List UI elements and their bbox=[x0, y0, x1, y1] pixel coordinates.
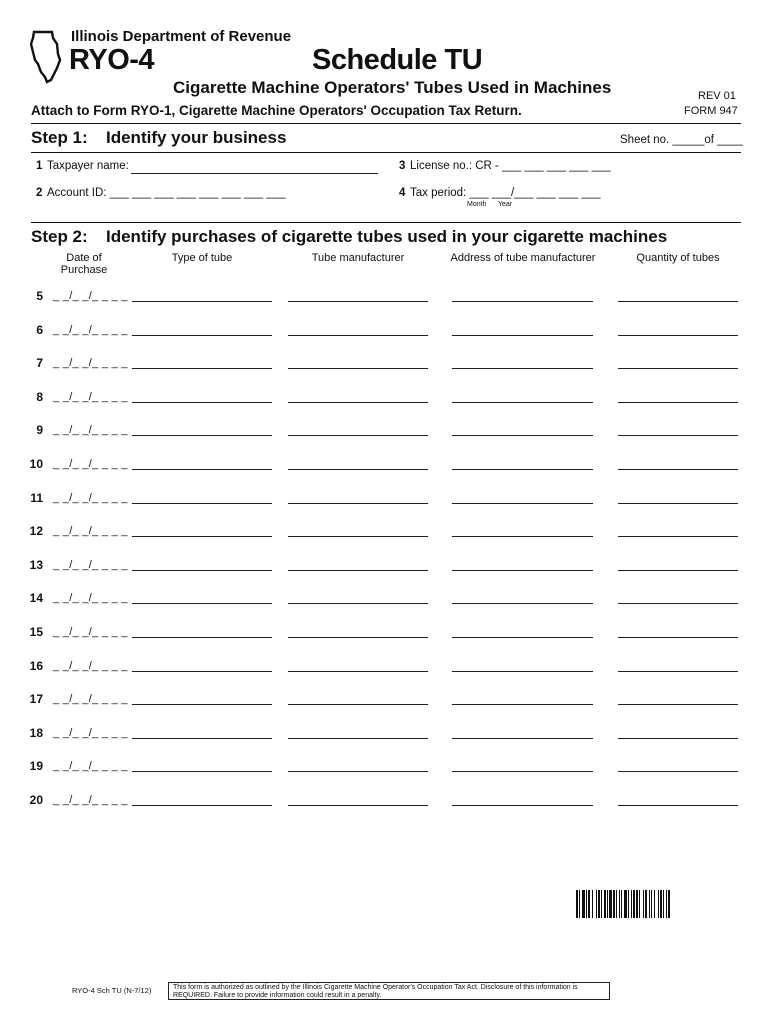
year-caption: Year bbox=[498, 201, 513, 208]
legal-notice: This form is authorized as outlined by the Illinois Cigarette Machine Operator's Occupation Tax Act. Disclosure of this information is REQUIRED. Failure to provide information could result in a penalty. bbox=[168, 982, 610, 1000]
field3-number: 3 bbox=[399, 160, 406, 172]
tube-type-input[interactable] bbox=[132, 603, 272, 604]
step2-label: Step 2: bbox=[31, 227, 88, 246]
tube-quantity-input[interactable] bbox=[618, 637, 738, 638]
tube-type-input[interactable] bbox=[132, 368, 272, 369]
tube-type-input[interactable] bbox=[132, 503, 272, 504]
row-number: 6 bbox=[36, 322, 43, 337]
attach-instruction: Attach to Form RYO-1, Cigarette Machine Operators' Occupation Tax Return. bbox=[31, 103, 522, 118]
purchase-date-input[interactable]: _ _/_ _/_ _ _ _ bbox=[53, 794, 128, 806]
purchase-date-input[interactable]: _ _/_ _/_ _ _ _ bbox=[53, 491, 128, 504]
col-type-header: Type of tube bbox=[171, 252, 233, 264]
row-number: 20 bbox=[29, 793, 43, 807]
tube-type-input[interactable] bbox=[132, 671, 272, 672]
row-number: 17 bbox=[29, 692, 43, 707]
row-number: 14 bbox=[29, 591, 43, 606]
col-address-header: Address of tube manufacturer bbox=[450, 252, 596, 264]
manufacturer-address-input[interactable] bbox=[452, 301, 593, 302]
purchase-date-input[interactable]: _ _/_ _/_ _ _ _ bbox=[53, 659, 128, 672]
row-number: 12 bbox=[29, 524, 43, 539]
tube-type-input[interactable] bbox=[132, 771, 272, 772]
row-number: 19 bbox=[29, 759, 43, 774]
tube-manufacturer-input[interactable] bbox=[288, 671, 428, 672]
field1-number: 1 bbox=[36, 160, 43, 172]
tube-manufacturer-input[interactable] bbox=[288, 771, 428, 772]
row-number: 11 bbox=[30, 490, 43, 505]
tube-type-input[interactable] bbox=[132, 738, 272, 739]
tube-type-input[interactable] bbox=[132, 536, 272, 537]
manufacturer-address-input[interactable] bbox=[452, 603, 593, 604]
field2-number: 2 bbox=[36, 187, 43, 199]
tube-quantity-input[interactable] bbox=[618, 603, 738, 604]
tube-quantity-input[interactable] bbox=[618, 805, 738, 806]
form-subtitle: Cigarette Machine Operators' Tubes Used in Machines bbox=[173, 78, 612, 97]
purchase-date-input[interactable]: _ _/_ _/_ _ _ _ bbox=[53, 558, 128, 571]
tube-manufacturer-input[interactable] bbox=[288, 570, 428, 571]
tube-quantity-input[interactable] bbox=[618, 402, 738, 403]
tube-type-input[interactable] bbox=[132, 301, 272, 302]
row-number: 5 bbox=[36, 289, 43, 303]
purchase-date-input[interactable]: _ _/_ _/_ _ _ _ bbox=[53, 726, 128, 739]
tube-manufacturer-input[interactable] bbox=[288, 603, 428, 604]
purchase-date-input[interactable]: _ _/_ _/_ _ _ _ bbox=[53, 424, 128, 437]
divider-step2 bbox=[31, 222, 741, 223]
row-number: 7 bbox=[36, 356, 43, 371]
tube-quantity-input[interactable] bbox=[618, 335, 738, 336]
tube-type-input[interactable] bbox=[132, 570, 272, 571]
manufacturer-address-input[interactable] bbox=[452, 738, 593, 739]
tube-quantity-input[interactable] bbox=[618, 570, 738, 571]
manufacturer-address-input[interactable] bbox=[452, 570, 593, 571]
tube-quantity-input[interactable] bbox=[618, 771, 738, 772]
form-id: RYO-4 bbox=[69, 44, 155, 76]
purchase-date-input[interactable]: _ _/_ _/_ _ _ _ bbox=[53, 525, 128, 538]
manufacturer-address-input[interactable] bbox=[452, 368, 593, 369]
tube-quantity-input[interactable] bbox=[618, 671, 738, 672]
agency-name: Illinois Department of Revenue bbox=[71, 28, 292, 45]
manufacturer-address-input[interactable] bbox=[452, 536, 593, 537]
tube-manufacturer-input[interactable] bbox=[288, 368, 428, 369]
taxpayer-name-input[interactable] bbox=[131, 173, 378, 174]
tube-type-input[interactable] bbox=[132, 335, 272, 336]
col-quantity-header: Quantity of tubes bbox=[636, 252, 720, 264]
manufacturer-address-input[interactable] bbox=[452, 771, 593, 772]
divider-step1 bbox=[31, 152, 741, 153]
manufacturer-address-input[interactable] bbox=[452, 704, 593, 705]
license-number-field[interactable]: License no.: CR - ___ ___ ___ ___ ___ bbox=[410, 160, 611, 172]
purchase-date-input[interactable]: _ _/_ _/_ _ _ _ bbox=[53, 357, 128, 370]
row-number: 8 bbox=[36, 389, 43, 404]
form-number: FORM 947 bbox=[684, 105, 738, 117]
purchase-date-input[interactable]: _ _/_ _/_ _ _ _ bbox=[53, 458, 128, 470]
manufacturer-address-input[interactable] bbox=[452, 671, 593, 672]
manufacturer-address-input[interactable] bbox=[452, 469, 593, 470]
manufacturer-address-input[interactable] bbox=[452, 402, 593, 403]
tube-quantity-input[interactable] bbox=[618, 704, 738, 705]
schedule-title: Schedule TU bbox=[312, 44, 483, 76]
manufacturer-address-input[interactable] bbox=[452, 335, 593, 336]
manufacturer-address-input[interactable] bbox=[452, 637, 593, 638]
tube-type-input[interactable] bbox=[132, 637, 272, 638]
tax-period-field[interactable]: Tax period: ___ ___/___ ___ ___ ___ bbox=[410, 187, 601, 199]
tube-type-input[interactable] bbox=[132, 704, 272, 705]
tube-manufacturer-input[interactable] bbox=[288, 805, 428, 806]
purchase-date-input[interactable]: _ _/_ _/_ _ _ _ bbox=[53, 323, 128, 336]
barcode-image bbox=[576, 890, 708, 918]
col-date-line1: Date of bbox=[66, 252, 102, 264]
row-number: 10 bbox=[29, 457, 43, 471]
divider-top bbox=[31, 123, 741, 124]
row-number: 13 bbox=[29, 557, 43, 572]
month-caption: Month bbox=[467, 201, 487, 208]
purchase-date-input[interactable]: _ _/_ _/_ _ _ _ bbox=[53, 592, 128, 605]
purchase-date-input[interactable]: _ _/_ _/_ _ _ _ bbox=[53, 626, 128, 638]
tube-manufacturer-input[interactable] bbox=[288, 469, 428, 470]
purchase-date-input[interactable]: _ _/_ _/_ _ _ _ bbox=[53, 290, 128, 302]
tube-manufacturer-input[interactable] bbox=[288, 536, 428, 537]
tube-type-input[interactable] bbox=[132, 805, 272, 806]
revision: REV 01 bbox=[698, 90, 736, 102]
tube-quantity-input[interactable] bbox=[618, 469, 738, 470]
step2-title: Identify purchases of cigarette tubes used in your cigarette machines bbox=[106, 227, 668, 246]
sheet-number-field[interactable]: Sheet no. _____of ____ bbox=[620, 134, 743, 146]
manufacturer-address-input[interactable] bbox=[452, 435, 593, 436]
tube-type-input[interactable] bbox=[132, 402, 272, 403]
tube-manufacturer-input[interactable] bbox=[288, 503, 428, 504]
field4-number: 4 bbox=[399, 187, 406, 199]
tube-quantity-input[interactable] bbox=[618, 301, 738, 302]
tube-quantity-input[interactable] bbox=[618, 435, 738, 436]
tube-quantity-input[interactable] bbox=[618, 503, 738, 504]
tube-manufacturer-input[interactable] bbox=[288, 335, 428, 336]
account-id-field[interactable]: Account ID: ___ ___ ___ ___ ___ ___ ___ ___ bbox=[47, 187, 286, 199]
row-number: 9 bbox=[36, 423, 43, 438]
col-manufacturer-header: Tube manufacturer bbox=[311, 252, 405, 264]
tube-manufacturer-input[interactable] bbox=[288, 301, 428, 302]
tube-manufacturer-input[interactable] bbox=[288, 704, 428, 705]
step1-label: Step 1: bbox=[31, 128, 88, 147]
purchase-date-input[interactable]: _ _/_ _/_ _ _ _ bbox=[53, 760, 128, 773]
col-date-header bbox=[52, 252, 116, 276]
tube-quantity-input[interactable] bbox=[618, 368, 738, 369]
row-number: 18 bbox=[29, 725, 43, 740]
tube-manufacturer-input[interactable] bbox=[288, 435, 428, 436]
tube-type-input[interactable] bbox=[132, 435, 272, 436]
purchase-date-input[interactable]: _ _/_ _/_ _ _ _ bbox=[53, 390, 128, 403]
manufacturer-address-input[interactable] bbox=[452, 503, 593, 504]
tube-type-input[interactable] bbox=[132, 469, 272, 470]
taxpayer-name-label: Taxpayer name: bbox=[47, 160, 129, 172]
purchase-date-input[interactable]: _ _/_ _/_ _ _ _ bbox=[53, 693, 128, 706]
row-number: 16 bbox=[29, 658, 43, 673]
col-date-line2: Purchase bbox=[60, 264, 108, 276]
tube-manufacturer-input[interactable] bbox=[288, 738, 428, 739]
illinois-state-logo bbox=[30, 30, 62, 84]
manufacturer-address-input[interactable] bbox=[452, 805, 593, 806]
row-number: 15 bbox=[29, 625, 43, 639]
barcode-bar bbox=[668, 890, 670, 918]
tube-quantity-input[interactable] bbox=[618, 536, 738, 537]
step1-title: Identify your business bbox=[106, 128, 287, 147]
tube-manufacturer-input[interactable] bbox=[288, 637, 428, 638]
tube-quantity-input[interactable] bbox=[618, 738, 738, 739]
tube-manufacturer-input[interactable] bbox=[288, 402, 428, 403]
form-code: RYO-4 Sch TU (N-7/12) bbox=[72, 986, 152, 995]
